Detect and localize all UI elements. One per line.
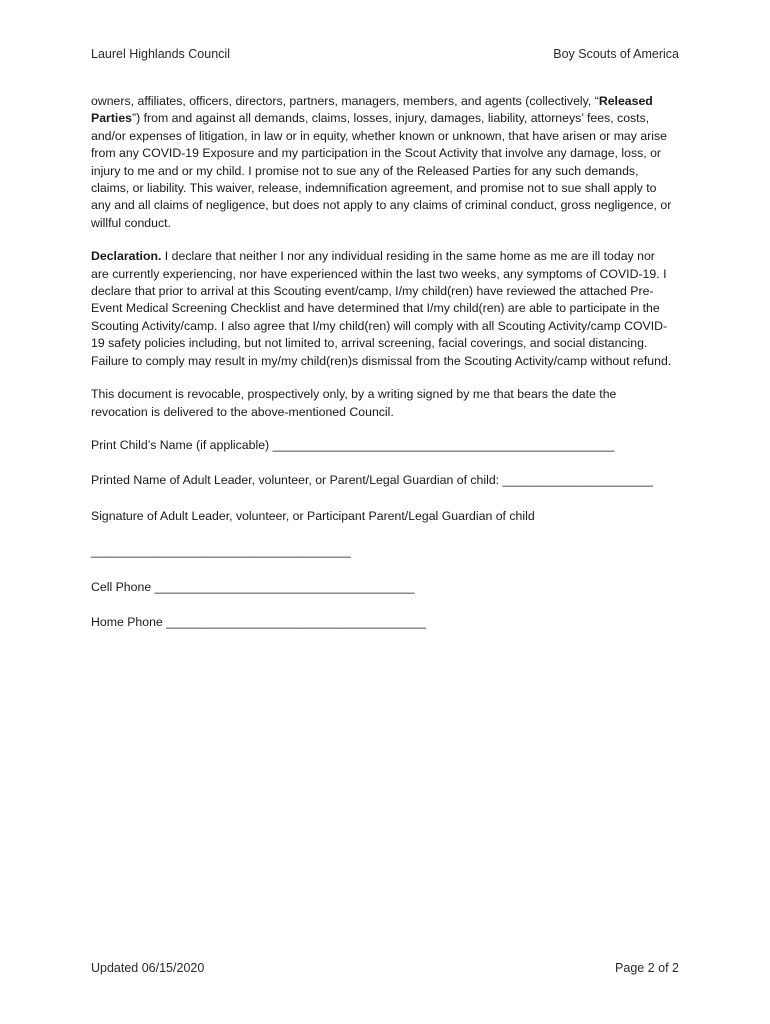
document-body bbox=[91, 93, 676, 649]
adult-name-field[interactable]: Printed Name of Adult Leader, volunteer, or Parent/Legal Guardian of child: ______________________ bbox=[91, 473, 653, 488]
release-text-before: owners, affiliates, officers, directors, partners, managers, members, and agents (collectively, “ bbox=[91, 94, 599, 108]
declaration-paragraph bbox=[91, 248, 676, 370]
page-number: Page 2 of 2 bbox=[615, 961, 679, 975]
header-council: Laurel Highlands Council bbox=[91, 47, 230, 61]
released-parties-term: Released Parties bbox=[91, 94, 653, 126]
release-text-after: ”) from and against all demands, claims, losses, injury, damages, liability, attorneys’ fees, costs, and/or expenses of litigation, in law or in equity, whether known or unknown, that have arisen or may arise from any COVID-19 Exposure and my participation in the Scout Activity that involve any damage, loss, or injury to me and or my child. I promise not to sue any of the Released Parties for any such demands, claims, or liability. This waiver, release, indemnification agreement, and promise not to sue shall apply to any and all claims of negligence, but does not apply to any claims of criminal conduct, gross negligence, or willful conduct. bbox=[91, 111, 672, 230]
declaration-text: I declare that neither I nor any individual residing in the same home as me are ill today nor are currently experiencing, nor have experienced within the last two weeks, any symptoms of COVID-19. I declare that prior to arrival at this Scouting event/camp, I/my child(ren) have reviewed the attached Pre-Event Medical Screening Checklist and have determined that I/my child(ren) are able to participate in the Scouting Activity/camp. I also agree that I/my child(ren) will comply with all Scouting Activity/camp COVID-19 safety policies including, but not limited to, arrival screening, facial coverings, and social distancing. Failure to comply may result in my/my child(ren)s dismissal from the Scouting Activity/camp without refund. bbox=[91, 249, 672, 368]
updated-date: Updated 06/15/2020 bbox=[91, 961, 205, 975]
child-name-field[interactable]: Print Child’s Name (if applicable) __________________________________________________ bbox=[91, 437, 615, 452]
home-phone-field[interactable]: Home Phone ______________________________________ bbox=[91, 614, 427, 629]
page-header bbox=[91, 47, 679, 61]
cell-phone-field[interactable]: Cell Phone ______________________________________ bbox=[91, 579, 415, 594]
release-paragraph bbox=[91, 93, 676, 232]
page-footer bbox=[91, 961, 679, 975]
declaration-heading: Declaration. bbox=[91, 249, 162, 264]
revocable-paragraph: This document is revocable, prospectively only, by a writing signed by me that bears the date the revocation is delivered to the above-mentioned Council. bbox=[91, 387, 617, 419]
signature-line[interactable]: ______________________________________ bbox=[91, 544, 351, 559]
header-organization: Boy Scouts of America bbox=[553, 47, 679, 61]
signature-label: Signature of Adult Leader, volunteer, or Participant Parent/Legal Guardian of child bbox=[91, 508, 535, 523]
